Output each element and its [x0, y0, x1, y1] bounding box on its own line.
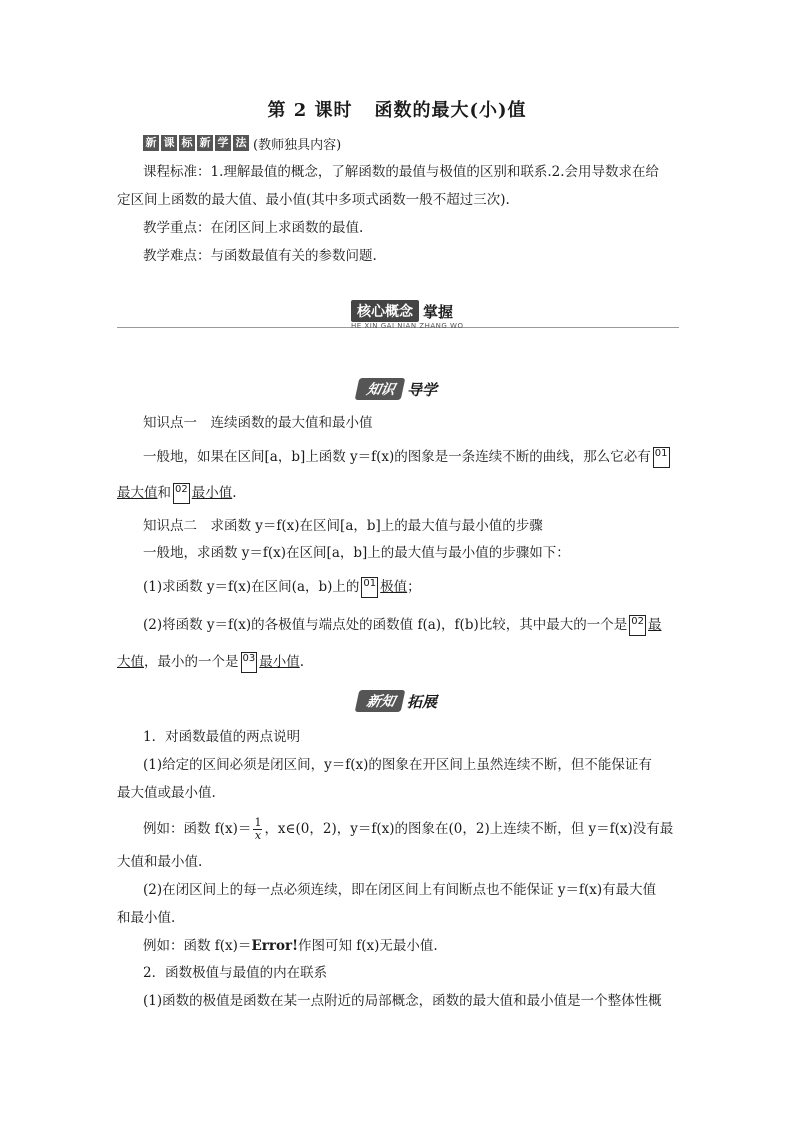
ext-line-5: (2)在闭区间上的每一点必须连续，即在闭区间上有间断点也不能保证 y＝f(x)有最大值: [143, 882, 657, 898]
kp2-intro: 一般地，求函数 y＝f(x)在区间[a，b]上的最大值与最小值的步骤如下：: [143, 545, 570, 561]
kp1-line-1: 一般地，如果在区间[a，b]上函数 y＝f(x)的图象是一条连续不断的曲线，那么它必有 01: [143, 447, 705, 468]
tag-tail: 拓展: [407, 692, 438, 711]
standards-line-2: 定区间上函数的最大值、最小值(其中多项式函数一般不超过三次).: [117, 192, 510, 208]
label-char: 法: [233, 135, 249, 151]
ext-line-2: 最大值或最小值.: [117, 785, 216, 801]
answer-max-end: 大值: [117, 654, 144, 670]
page-title: [0, 96, 794, 122]
answer-number: 02: [629, 615, 646, 636]
kp2-heading: 知识点二 求函数 y＝f(x)在区间[a，b]上的最大值与最小值的步骤: [143, 518, 543, 534]
teacher-note: (教师独具内容): [253, 137, 342, 153]
tag-tail: 导学: [407, 380, 438, 399]
kp2-step-2: (2)将函数 y＝f(x)的各极值与端点处的函数值 f(a)，f(b)比较，其中最大的一个是 02 最: [143, 615, 705, 636]
section-banner-core-concepts: [117, 300, 679, 340]
error-text: Error!: [251, 938, 298, 954]
tag-box: 新知: [355, 690, 406, 712]
banner-box: 核心概念: [351, 300, 419, 322]
kp1-line-2: 最大值和 02 最小值.: [117, 483, 679, 504]
ext-line-8: (1)函数的极值是函数在某一点附近的局部概念，函数的最大值和最小值是一个整体性概: [143, 993, 662, 1009]
label-char: 新: [197, 135, 213, 151]
kp2-step-2-cont: 大值，最小的一个是 03 最小值.: [117, 652, 679, 673]
answer-min: 最小值: [191, 485, 233, 501]
kp2-step-1: (1)求函数 y＝f(x)在区间(a，b)上的 01 极值；: [143, 577, 705, 598]
ext-example-1: 例如：函数 f(x)＝ $\frac{1}{x}$ ，x∈(0，2)，y＝f(x)的图象在(0，2)上连续不断，但 y＝f(x)没有最: [143, 816, 674, 842]
tag-box: 知识: [355, 378, 406, 400]
answer-number: 03: [241, 652, 258, 673]
banner-tail: 掌握: [423, 302, 454, 321]
title-lesson: 第 2 课时: [267, 100, 353, 121]
label-char: 新: [143, 135, 159, 151]
answer-number: 02: [173, 483, 190, 504]
ext-line-1: (1)给定的区间必须是闭区间，y＝f(x)的图象在开区间上虽然连续不断，但不能保证有: [143, 757, 652, 773]
new-standard-label: [143, 132, 341, 154]
answer-max-start: 最: [647, 617, 662, 633]
answer-number: 01: [653, 447, 670, 468]
ext-line-4: 大值和最小值.: [117, 854, 203, 870]
banner-pinyin: HE XIN GAI NIAN ZHANG WO: [351, 322, 464, 330]
tag-new-knowledge: [357, 690, 437, 712]
ext-heading-1: 1．对函数最值的两点说明: [143, 729, 301, 745]
fraction: [253, 817, 262, 842]
ext-example-2: 例如：函数 f(x)＝Error!作图可知 f(x)无最小值.: [143, 938, 438, 954]
kp1-heading: 知识点一 连续函数的最大值和最小值: [143, 415, 373, 431]
label-char: 标: [179, 135, 195, 151]
answer-min: 最小值: [259, 654, 300, 670]
answer-extreme: 极值: [380, 579, 408, 595]
answer-max: 最大值: [117, 485, 158, 501]
ext-heading-2: 2．函数极值与最值的内在联系: [143, 965, 328, 981]
key-point: 教学重点：在闭区间上求函数的最值.: [143, 220, 364, 236]
label-char: 课: [161, 135, 177, 151]
label-char: 学: [215, 135, 231, 151]
standards-line-1: 课程标准：1.理解最值的概念，了解函数的最值与极值的区别和联系.2.会用导数求在给: [143, 164, 660, 180]
difficult-point: 教学难点：与函数最值有关的参数问题.: [143, 248, 377, 264]
answer-number: 01: [361, 577, 378, 598]
fraction-numerator: 1: [254, 816, 262, 829]
title-topic: 函数的最大(小)值: [374, 100, 527, 121]
fraction-denominator: x: [254, 829, 262, 842]
ext-line-6: 和最小值.: [117, 910, 176, 926]
tag-knowledge-guide: [357, 378, 437, 400]
